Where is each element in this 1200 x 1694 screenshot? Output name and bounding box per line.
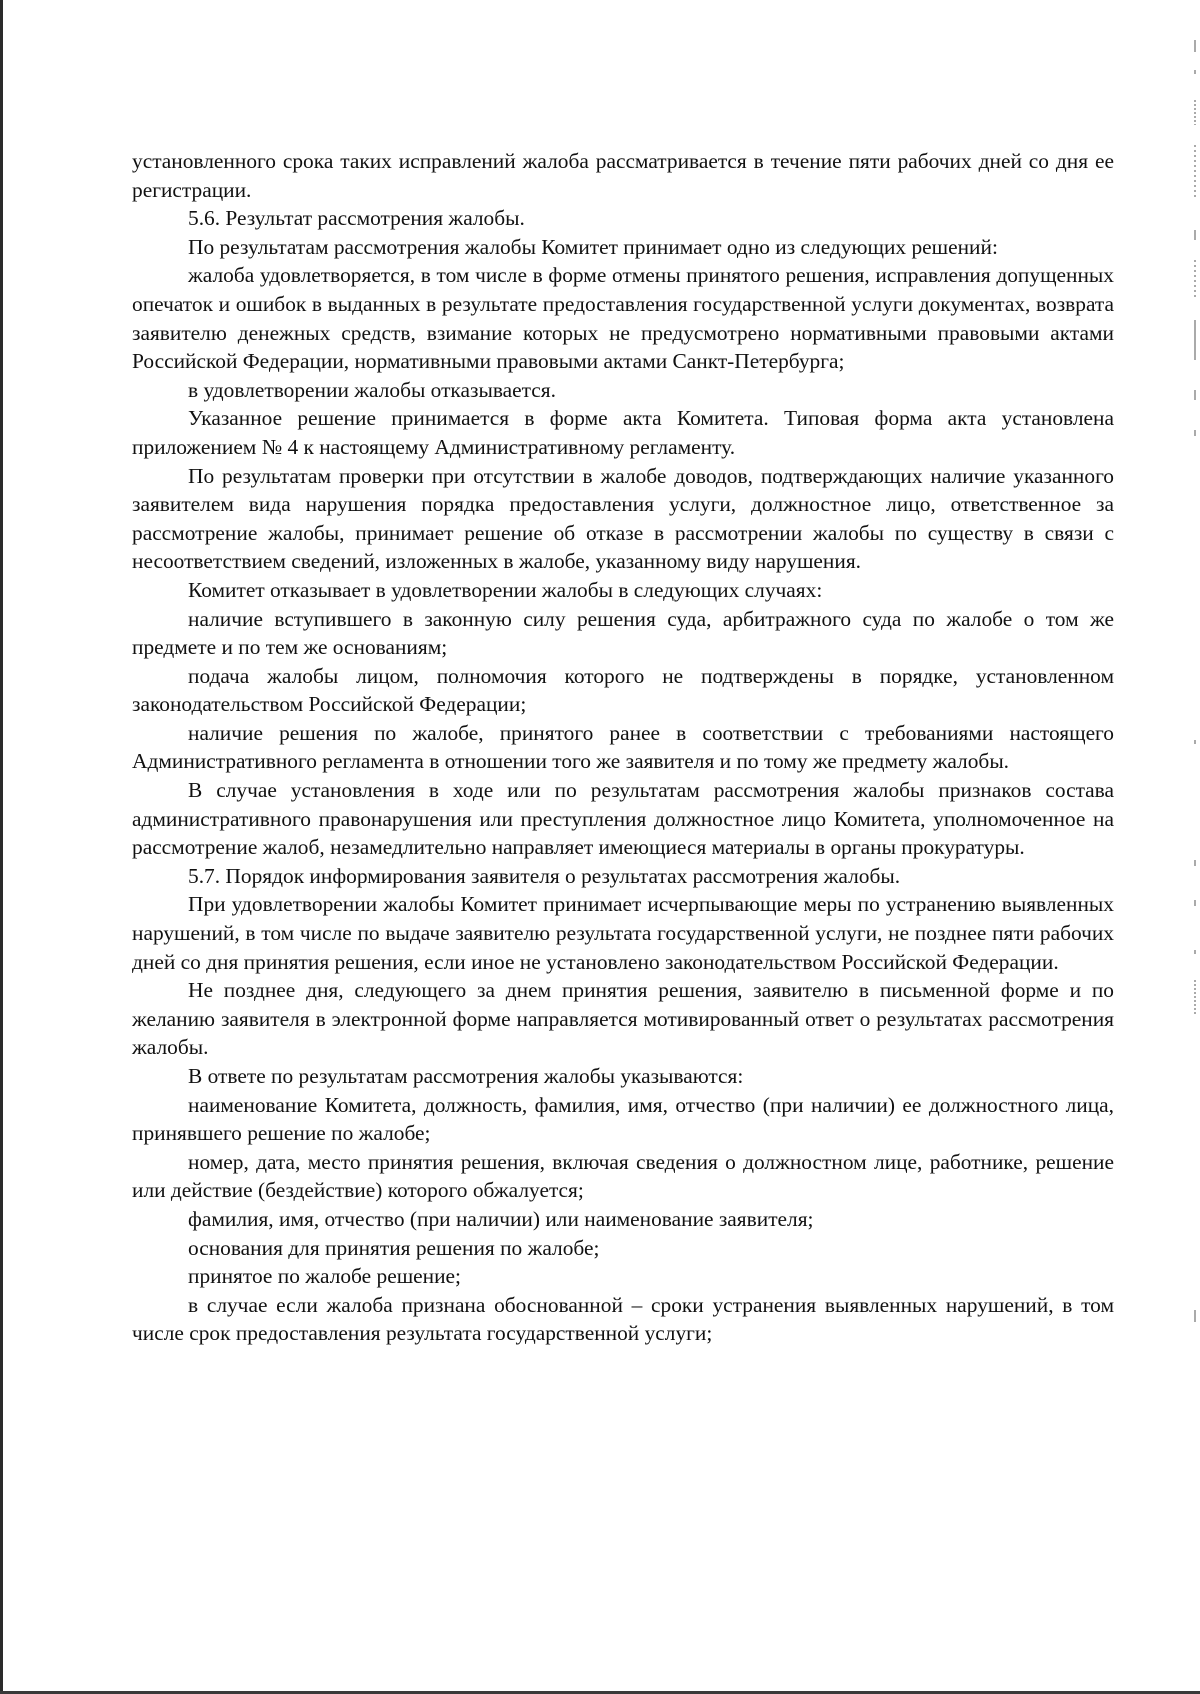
paragraph-continuation: установленного срока таких исправлений жалоба рассматривается в течение пяти рабочих дней со дня ее регистрации. (132, 149, 1114, 202)
paragraph: Не позднее дня, следующего за днем принятия решения, заявителю в письменной форме и по желанию заявителя в электронной форме направляется мотивированный ответ о результатах рассмотрения жалобы. (132, 978, 1114, 1060)
list-item: номер, дата, место принятия решения, включая сведения о должностном лице, работнике, решение или действие (бездействие) которого обжалуется; (132, 1149, 1114, 1203)
list-item: наличие вступившего в законную силу решения суда, арбитражного суда по жалобе о том же предмете и по тем же основаниям; (132, 606, 1114, 660)
list-item: наличие решения по жалобе, принятого ранее в соответствии с требованиями настоящего Административного регламента в отношении того же заявителя и по тому же предмету жалобы. (132, 720, 1114, 774)
section-heading-5-7: 5.7. Порядок информирования заявителя о результатах рассмотрения жалобы. (188, 863, 901, 888)
list-item: фамилия, имя, отчество (при наличии) или наименование заявителя; (188, 1206, 814, 1231)
list-item: в случае если жалоба признана обоснованной – сроки устранения выявленных нарушений, в том числе срок предоставления результата государственной услуги; (132, 1292, 1114, 1346)
list-item: основания для принятия решения по жалобе; (188, 1235, 600, 1260)
paragraph: По результатам проверки при отсутствии в жалобе доводов, подтверждающих наличие указанного заявителем вида нарушения порядка предоставления услуги, должностное лицо, ответственное за рассмотрение жалобы, принимает решение об отказе в рассмотрении жалобы по существу в связи с несоответствием сведений, изложенных в жалобе, указанному виду нарушения. (132, 463, 1114, 574)
paragraph: В случае установления в ходе или по результатам рассмотрения жалобы признаков состава административного правонарушения или преступления должностное лицо Комитета, уполномоченное на рассмотрение жалоб, незамедлительно направляет имеющиеся материалы в органы прокуратуры. (132, 778, 1114, 860)
paragraph: Комитет отказывает в удовлетворении жалобы в следующих случаях: (188, 577, 823, 602)
list-item: наименование Комитета, должность, фамилия, имя, отчество (при наличии) ее должностного лица, принявшего решение по жалобе; (132, 1092, 1114, 1146)
paragraph: По результатам рассмотрения жалобы Комитет принимает одно из следующих решений: (188, 234, 998, 259)
list-item: принятое по жалобе решение; (188, 1264, 461, 1289)
list-item: подача жалобы лицом, полномочия которого не подтверждены в порядке, установленном законодательством Российской Федерации; (132, 663, 1114, 717)
list-item: жалоба удовлетворяется, в том числе в форме отмены принятого решения, исправления допущенных опечаток и ошибок в выданных в результате предоставления государственной услуги документах, возврата заявителю денежных средств, взимание которых не предусмотрено нормативными правовыми актами Российской Федерации, нормативными правовыми актами Санкт-Петербурга; (132, 263, 1114, 374)
paragraph: Указанное решение принимается в форме акта Комитета. Типовая форма акта установлена приложением № 4 к настоящему Административному регламенту. (132, 406, 1114, 459)
document-page (132, 147, 1114, 1348)
scan-edge-marks (1184, 0, 1200, 1694)
paragraph: В ответе по результатам рассмотрения жалобы указываются: (188, 1064, 744, 1088)
paragraph: При удовлетворении жалобы Комитет принимает исчерпывающие меры по устранению выявленных нарушений, в том числе по выдаче заявителю результата государственной услуги, не позднее пяти рабочих дней со дня принятия решения, если иное не установлено законодательством Российской Федерации. (132, 892, 1114, 974)
list-item: в удовлетворении жалобы отказывается. (188, 377, 556, 402)
scan-border-left (0, 0, 3, 1694)
section-heading-5-6: 5.6. Результат рассмотрения жалобы. (188, 206, 525, 231)
